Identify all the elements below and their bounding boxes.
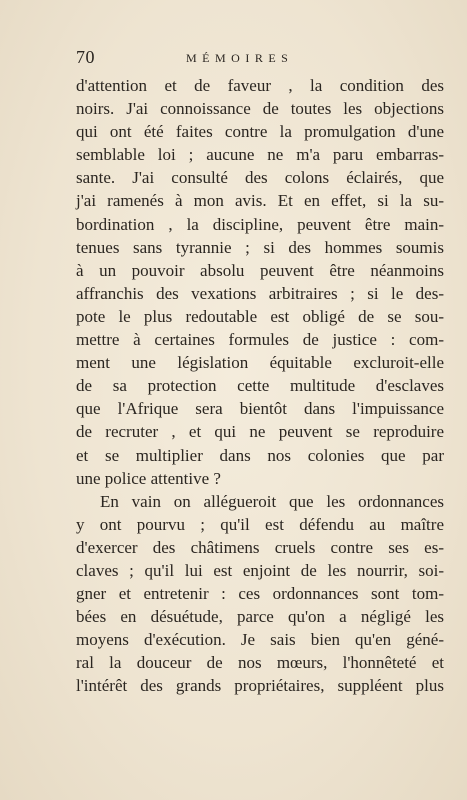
page-number: 70: [76, 47, 95, 67]
text-line: En vain on allégueroit que les ordonnances: [100, 491, 444, 511]
text-line: à un pouvoir absolu peuvent être néanmoins: [76, 260, 444, 280]
text-line: que l'Afrique sera bientôt dans l'impuissance: [76, 399, 444, 419]
text-line: bées en désuétude, parce qu'on a négligé les: [76, 607, 444, 627]
text-line: d'exercer des châtimens cruels contre ses es-: [76, 537, 444, 557]
text-line: j'ai ramenés à mon avis. Et en effet, si la su-: [76, 191, 444, 211]
text-line: de recruter , et qui ne peuvent se reproduire: [76, 422, 444, 442]
text-line: ral la douceur de nos mœurs, l'honnêteté et: [76, 653, 444, 673]
text-line: semblable loi ; aucune ne m'a paru embarras-: [76, 145, 444, 165]
text-line: pote le plus redoutable est obligé de se sou-: [76, 306, 444, 326]
text-line: y ont pourvu ; qu'il est défendu au maître: [76, 514, 444, 534]
running-title: MÉMOIRES: [186, 51, 294, 65]
text-line: tenues sans tyrannie ; si des hommes soumis: [76, 237, 444, 257]
page-header: [76, 47, 402, 71]
text-line: une police attentive ?: [76, 468, 221, 488]
text-line: qui ont été faites contre la promulgation d'une: [76, 122, 444, 142]
paragraph: [76, 490, 444, 698]
text-line: ment une législation équitable excluroit-elle: [76, 353, 444, 373]
text-line: moyens d'exécution. Je sais bien qu'en géné-: [76, 630, 444, 650]
text-line: sante. J'ai consulté des colons éclairés, que: [76, 168, 444, 188]
text-line: l'intérêt des grands propriétaires, suppléent plus: [76, 676, 444, 696]
body-text: [76, 74, 444, 698]
paragraph: [76, 74, 444, 490]
text-line: noirs. J'ai connoissance de toutes les objections: [76, 99, 444, 119]
text-line: de sa protection cette multitude d'esclaves: [76, 376, 444, 396]
text-line: claves ; qu'il lui est enjoint de les nourrir, soi-: [76, 560, 444, 580]
text-line: affranchis des vexations arbitraires ; si le des-: [76, 283, 444, 303]
text-line: d'attention et de faveur , la condition des: [76, 76, 444, 95]
text-line: bordination , la discipline, peuvent être main-: [76, 214, 444, 234]
text-line: et se multiplier dans nos colonies que par: [76, 445, 444, 465]
text-line: gner et entretenir : ces ordonnances sont tom-: [76, 584, 444, 604]
text-line: mettre à certaines formules de justice : com-: [76, 330, 444, 350]
